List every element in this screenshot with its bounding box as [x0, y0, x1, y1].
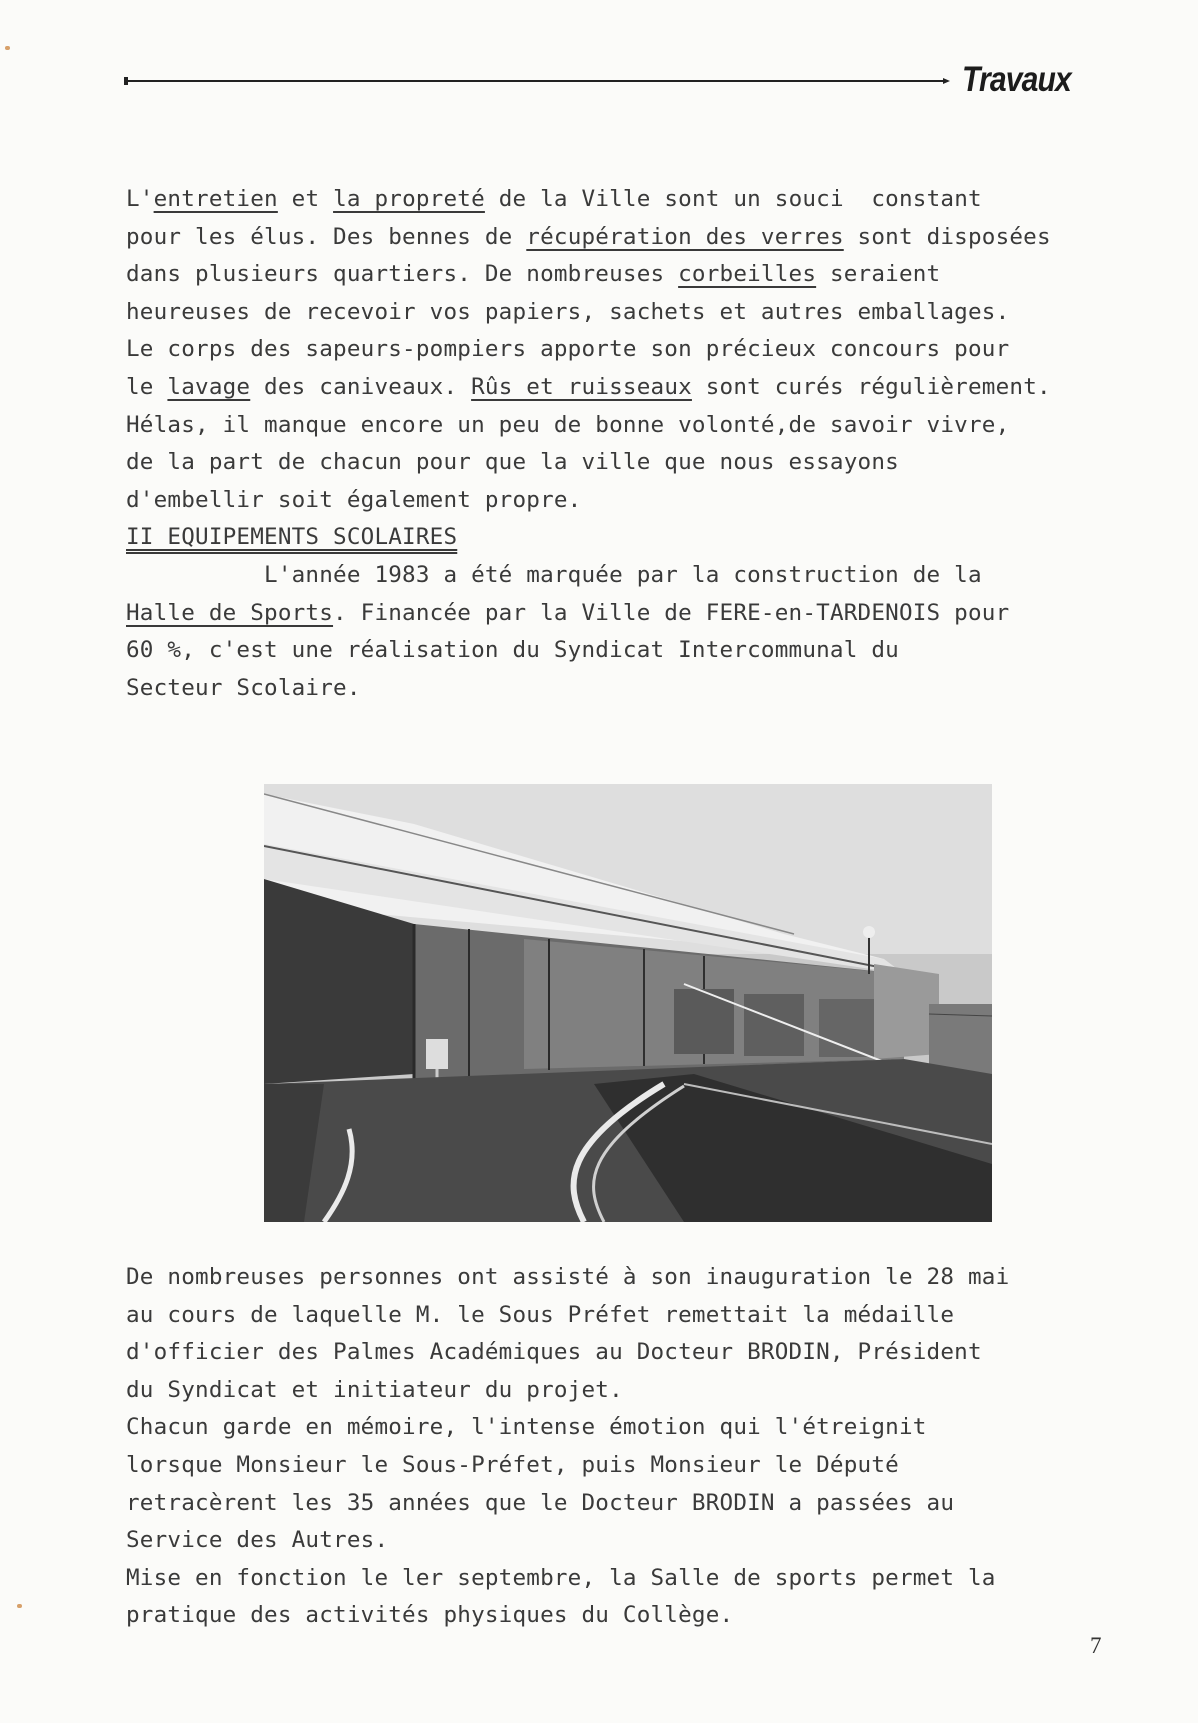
text-line: [126, 673, 361, 703]
text-segment: du Syndicat et initiateur du projet.: [126, 1376, 623, 1403]
text-line: [126, 598, 1009, 628]
text-line: [126, 334, 1009, 364]
section-heading-text: II EQUIPEMENTS SCOLAIRES: [126, 524, 458, 550]
text-segment: Service des Autres.: [126, 1527, 389, 1554]
underlined-term: Rûs et ruisseaux: [471, 374, 692, 400]
text-line: [126, 485, 582, 515]
scan-speck: [5, 46, 10, 50]
text-segment: de la Ville sont un souci constant: [484, 186, 982, 212]
text-line: [126, 1262, 1009, 1292]
underlined-term: récupération des verres: [526, 223, 844, 250]
section-heading: [126, 522, 457, 552]
text-segment: le: [126, 374, 168, 400]
text-line: [126, 560, 982, 590]
underlined-term: Halle de Sports: [126, 599, 334, 626]
text-segment: pour les élus. Des bennes de: [126, 223, 527, 250]
text-line: [126, 297, 1009, 327]
page-number: 7: [1090, 1633, 1102, 1658]
text-segment: de la part de chacun pour que la ville que nous essayons: [126, 449, 899, 476]
underlined-term: lavage: [167, 374, 251, 400]
text-segment: lorsque Monsieur le Sous-Préfet, puis Monsieur le Député: [126, 1452, 899, 1478]
text-segment: d'embellir soit également propre.: [126, 486, 582, 513]
text-line: [126, 1375, 623, 1405]
text-line: [126, 1600, 733, 1630]
text-segment: au cours de laquelle M. le Sous Préfet remettait la médaille: [126, 1301, 955, 1328]
text-segment: des caniveaux.: [250, 374, 472, 400]
text-line: [126, 372, 1051, 402]
text-segment: L'année 1983 a été marquée par la construction de la: [126, 562, 982, 588]
text-segment: Secteur Scolaire.: [126, 674, 361, 701]
underlined-term: la propreté: [333, 186, 485, 212]
text-line: [126, 1300, 954, 1330]
text-line: [126, 1412, 927, 1442]
text-segment: Mise en fonction le ler septembre, la Salle de sports permet la: [126, 1564, 996, 1591]
text-segment: et: [277, 186, 334, 212]
text-segment: Chacun garde en mémoire, l'intense émotion qui l'étreignit: [126, 1414, 927, 1441]
text-line: [126, 1337, 982, 1367]
text-segment: sont curés régulièrement.: [691, 374, 1051, 400]
text-segment: d'officier des Palmes Académiques au Docteur BRODIN, Président: [126, 1339, 982, 1366]
text-segment: retracèrent les 35 années que le Docteur BRODIN a passées au: [126, 1489, 955, 1516]
text-segment: De nombreuses personnes ont assisté à son inauguration le 28 mai: [126, 1264, 1010, 1290]
scan-speck: [17, 1604, 22, 1608]
halle-de-sports-photo: [264, 784, 992, 1222]
header-rule: [126, 80, 944, 82]
text-line: [126, 1525, 388, 1555]
text-segment: dans plusieurs quartiers. De nombreuses: [126, 261, 679, 288]
text-line: [126, 635, 899, 665]
text-line: [126, 410, 1009, 440]
text-line: [126, 1488, 954, 1518]
text-segment: 60 %, c'est une réalisation du Syndicat Intercommunal du: [126, 637, 899, 664]
text-segment: sont disposées: [843, 223, 1051, 250]
section-title: Travaux: [962, 60, 1071, 99]
text-line: [126, 259, 940, 289]
text-segment: seraient: [816, 261, 941, 288]
text-segment: Le corps des sapeurs-pompiers apporte son précieux concours pour: [126, 336, 1010, 363]
text-segment: Hélas, il manque encore un peu de bonne volonté,de savoir vivre,: [126, 411, 1010, 438]
text-segment: pratique des activités physiques du Collège.: [126, 1602, 734, 1629]
text-segment: . Financée par la Ville de FERE-en-TARDENOIS pour: [333, 599, 1010, 626]
text-segment: heureuses de recevoir vos papiers, sachets et autres emballages.: [126, 298, 1010, 325]
text-line: [126, 1450, 899, 1480]
underlined-term: entretien: [153, 186, 278, 212]
text-line: [126, 184, 982, 214]
underlined-term: corbeilles: [678, 261, 817, 288]
text-line: [126, 1563, 996, 1593]
text-line: [126, 222, 1051, 252]
text-segment: L': [126, 186, 154, 212]
text-line: [126, 447, 899, 477]
